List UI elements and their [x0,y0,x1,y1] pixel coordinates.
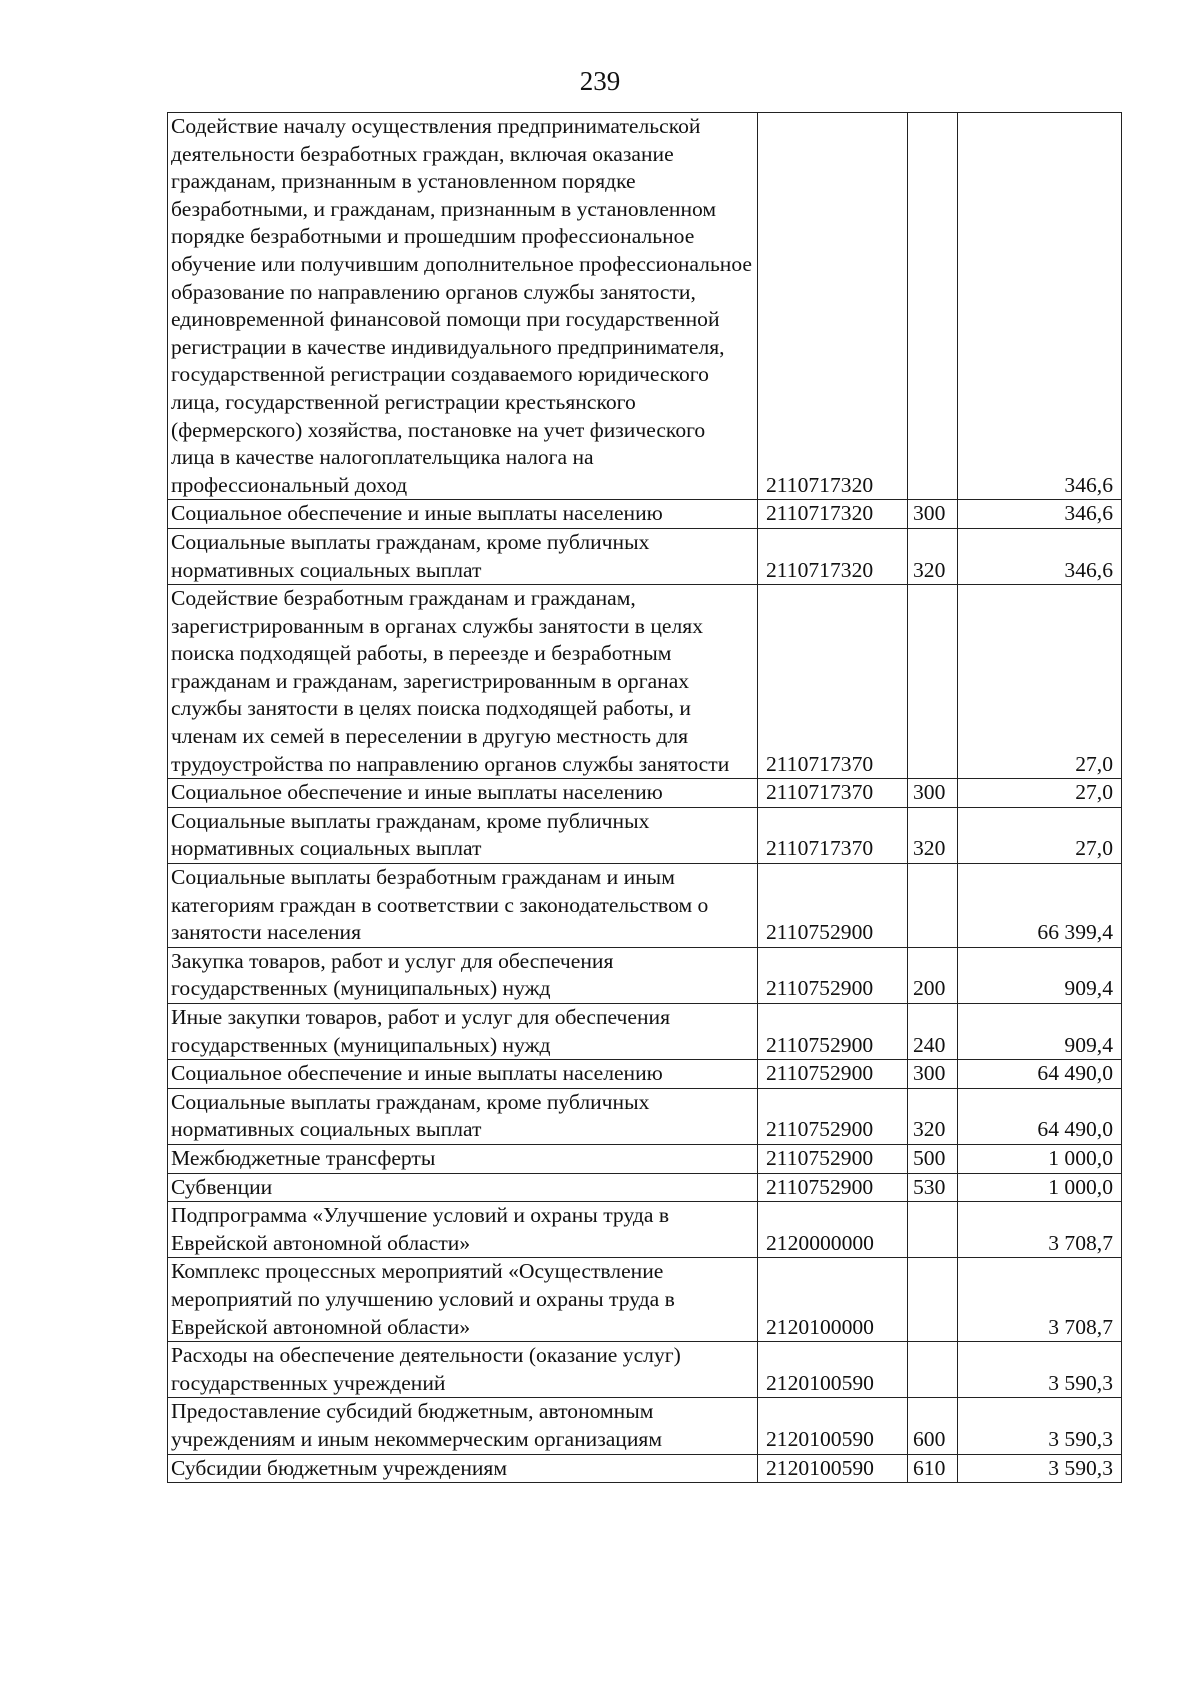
row-sum: 346,6 [958,113,1122,500]
row-sum: 27,0 [958,779,1122,808]
table-row [168,1398,1122,1454]
budget-table [167,112,1122,1483]
row-code: 2110717320 [758,113,908,500]
row-type: 320 [908,807,958,863]
row-sum: 64 490,0 [958,1088,1122,1144]
row-type [908,864,958,948]
row-type [908,1258,958,1342]
table-row [168,585,1122,779]
row-code: 2110752900 [758,1088,908,1144]
table-row [168,1144,1122,1173]
row-name: Субвенции [168,1173,758,1202]
row-sum: 3 708,7 [958,1202,1122,1258]
row-sum: 3 590,3 [958,1342,1122,1398]
row-name: Предоставление субсидий бюджетным, автономным учреждениям и иным некоммерческим организациям [168,1398,758,1454]
row-type: 610 [908,1454,958,1483]
row-name: Межбюджетные трансферты [168,1144,758,1173]
row-type: 300 [908,1060,958,1089]
row-type [908,113,958,500]
table-row [168,113,1122,500]
row-code: 2110752900 [758,1144,908,1173]
page-number: 239 [579,66,621,96]
table-row [168,1004,1122,1060]
row-type: 530 [908,1173,958,1202]
row-code: 2110752900 [758,864,908,948]
row-name: Субсидии бюджетным учреждениям [168,1454,758,1483]
row-sum: 909,4 [958,1004,1122,1060]
row-sum: 27,0 [958,807,1122,863]
row-code: 2110717320 [758,528,908,584]
row-name: Социальные выплаты гражданам, кроме публичных нормативных социальных выплат [168,807,758,863]
row-name: Социальные выплаты гражданам, кроме публичных нормативных социальных выплат [168,1088,758,1144]
table-row [168,500,1122,529]
row-code: 2110752900 [758,1173,908,1202]
row-sum: 3 590,3 [958,1454,1122,1483]
row-code: 2120100590 [758,1454,908,1483]
row-type: 600 [908,1398,958,1454]
table-row [168,1202,1122,1258]
row-name: Социальное обеспечение и иные выплаты населению [168,500,758,529]
row-sum: 64 490,0 [958,1060,1122,1089]
row-name: Социальные выплаты гражданам, кроме публичных нормативных социальных выплат [168,528,758,584]
table-row [168,779,1122,808]
row-code: 2110717370 [758,807,908,863]
row-name: Социальное обеспечение и иные выплаты населению [168,779,758,808]
table-row [168,947,1122,1003]
row-code: 2120000000 [758,1202,908,1258]
row-name: Содействие началу осуществления предпринимательской деятельности безработных граждан, включая оказание гражданам, признанным в установленном порядке безработными, и гражданам, признанным в установленном порядке безработными и прошедшим профессиональное обучение или получившим дополнительное профессиональное образование по направлению органов службы занятости, единовременной финансовой помощи при государственной регистрации в качестве индивидуального предпринимателя, государственной регистрации создаваемого юридического лица, государственной регистрации крестьянского (фермерского) хозяйства, постановке на учет физического лица в качестве налогоплательщика налога на профессиональный доход [168,113,758,500]
row-name: Расходы на обеспечение деятельности (оказание услуг) государственных учреждений [168,1342,758,1398]
row-code: 2110752900 [758,1060,908,1089]
table-row [168,1342,1122,1398]
row-type: 500 [908,1144,958,1173]
row-code: 2120100590 [758,1398,908,1454]
row-code: 2110717370 [758,779,908,808]
row-sum: 3 590,3 [958,1398,1122,1454]
row-name: Содействие безработным гражданам и гражданам, зарегистрированным в органах службы занятости в целях поиска подходящей работы, в переезде и безработным гражданам и гражданам, зарегистрированным в органах службы занятости в целях поиска подходящей работы, и членам их семей в переселении в другую местность для трудоустройства по направлению органов службы занятости [168,585,758,779]
row-name: Социальное обеспечение и иные выплаты населению [168,1060,758,1089]
table-row [168,1173,1122,1202]
row-type: 200 [908,947,958,1003]
row-name: Комплекс процессных мероприятий «Осуществление мероприятий по улучшению условий и охраны труда в Еврейской автономной области» [168,1258,758,1342]
row-code: 2110752900 [758,1004,908,1060]
row-code: 2110752900 [758,947,908,1003]
row-name: Иные закупки товаров, работ и услуг для обеспечения государственных (муниципальных) нужд [168,1004,758,1060]
row-sum: 1 000,0 [958,1173,1122,1202]
row-type: 320 [908,1088,958,1144]
row-code: 2120100000 [758,1258,908,1342]
table-row [168,1088,1122,1144]
table-row [168,528,1122,584]
row-type [908,1202,958,1258]
row-type: 300 [908,500,958,529]
row-sum: 909,4 [958,947,1122,1003]
row-code: 2110717370 [758,585,908,779]
table-row [168,1258,1122,1342]
row-sum: 346,6 [958,500,1122,529]
row-sum: 346,6 [958,528,1122,584]
row-name: Подпрограмма «Улучшение условий и охраны труда в Еврейской автономной области» [168,1202,758,1258]
row-name: Социальные выплаты безработным гражданам и иным категориям граждан в соответствии с законодательством о занятости населения [168,864,758,948]
table-row [168,864,1122,948]
row-type [908,585,958,779]
table-row [168,1060,1122,1089]
row-sum: 3 708,7 [958,1258,1122,1342]
row-sum: 66 399,4 [958,864,1122,948]
row-code: 2120100590 [758,1342,908,1398]
row-sum: 27,0 [958,585,1122,779]
row-type: 240 [908,1004,958,1060]
row-code: 2110717320 [758,500,908,529]
row-sum: 1 000,0 [958,1144,1122,1173]
table-row [168,807,1122,863]
row-type: 300 [908,779,958,808]
row-name: Закупка товаров, работ и услуг для обеспечения государственных (муниципальных) нужд [168,947,758,1003]
row-type: 320 [908,528,958,584]
row-type [908,1342,958,1398]
table-row [168,1454,1122,1483]
